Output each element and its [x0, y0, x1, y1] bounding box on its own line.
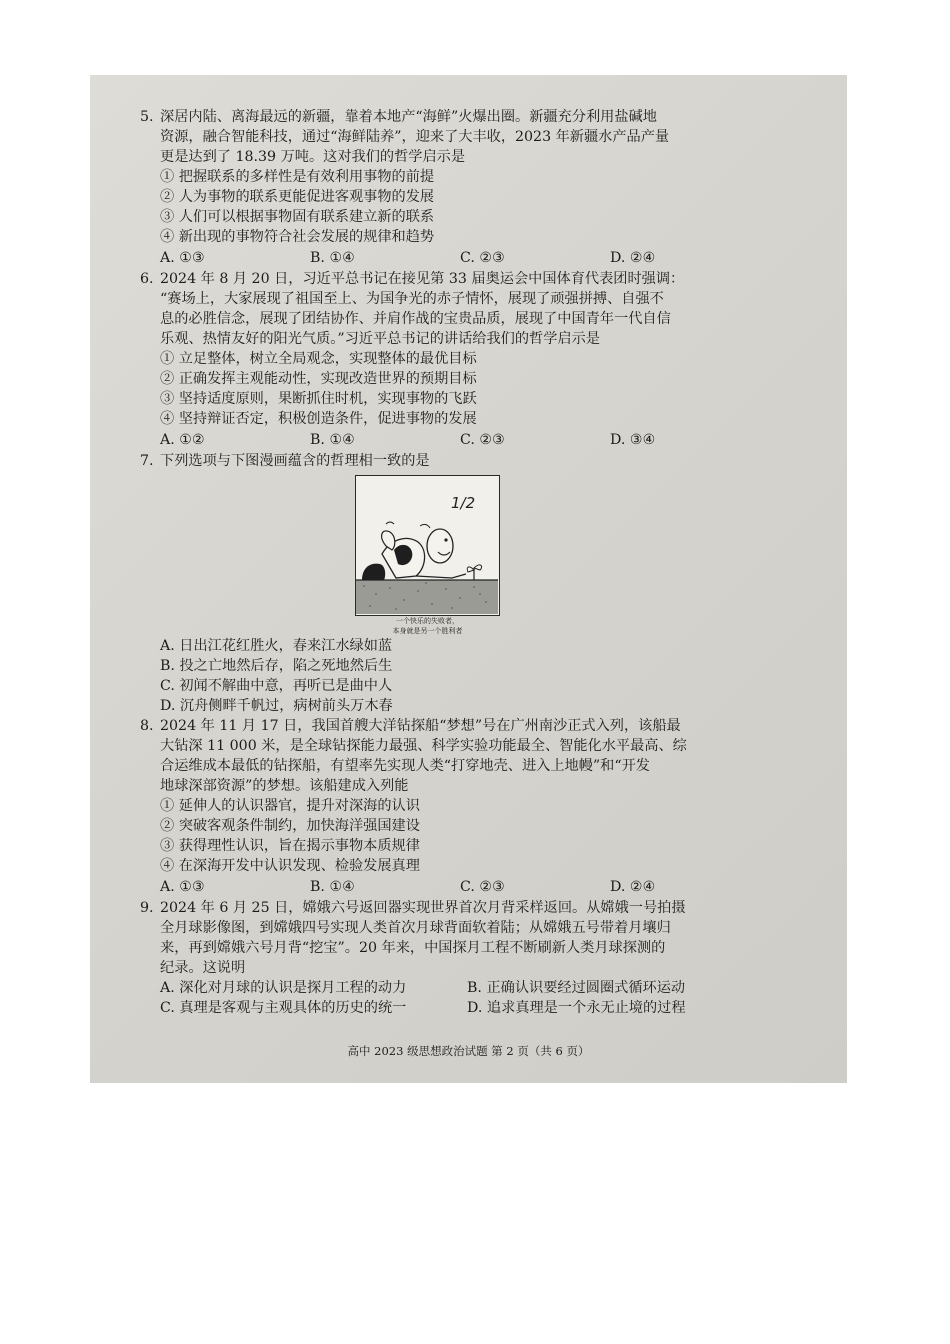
option-d: D. ②④ [610, 250, 656, 266]
question-number: 5. [140, 109, 154, 125]
question-stem-line: 更是达到了 18.39 万吨。这对我们的哲学启示是 [160, 149, 466, 165]
statement: ① 延伸人的认识器官，提升对深海的认识 [160, 798, 420, 814]
question-number: 6. [140, 271, 154, 287]
option-d: D. ②④ [610, 879, 656, 895]
option-c: C. 初闻不解曲中意，再听已是曲中人 [160, 678, 393, 694]
answer-options [160, 429, 760, 451]
statement: ③ 获得理性认识，旨在揭示事物本质规律 [160, 838, 420, 854]
comic-sign-text: 1/2 [451, 494, 476, 512]
option-c: C. ②③ [460, 879, 505, 895]
answer-options-row [160, 998, 760, 1018]
question-stem-line: 2024 年 6 月 25 日，嫦娥六号返回器实现世界首次月背采样返回。从嫦娥一号拍摄 [160, 900, 686, 916]
statement: ① 立足整体，树立全局观念，实现整体的最优目标 [160, 351, 477, 367]
caption-line: 一个快乐的失败者， [396, 617, 459, 625]
hair-shape [362, 564, 385, 580]
question-stem-line: 乐观、热情友好的阳光气质。”习近平总书记的讲话给我们的哲学启示是 [160, 331, 600, 347]
question-stem-line: 合运维成本最低的钻探船，有望率先实现人类“打穿地壳、进入上地幔”和“开发 [160, 758, 650, 774]
answer-options [160, 876, 760, 898]
statement: ② 正确发挥主观能动性，实现改造世界的预期目标 [160, 371, 477, 387]
question-stem-line: 大钻深 11 000 米，是全球钻探能力最强、科学实验功能最全、智能化水平最高、综 [160, 738, 687, 754]
caption-line: 本身就是另一个胜利者 [392, 627, 463, 635]
question-stem-line: 2024 年 8 月 20 日，习近平总书记在接见第 33 届奥运会中国体育代表团时强调： [160, 271, 685, 287]
option-d: D. 追求真理是一个永无止境的过程 [467, 1000, 686, 1016]
comic-caption [355, 616, 500, 636]
option-d: D. 沉舟侧畔千帆过，病树前头万木春 [160, 698, 393, 714]
answer-options [160, 247, 760, 269]
question-8 [140, 716, 760, 898]
question-stem-line: “赛场上，大家展现了祖国至上、为国争光的赤子情怀，展现了顽强拼搏、自强不 [160, 291, 664, 307]
head-shape [427, 529, 453, 563]
statement: ① 把握联系的多样性是有效利用事物的前提 [160, 169, 435, 185]
page-footer: 高中 2023 级思想政治试题 第 2 页（共 6 页） [347, 1044, 590, 1058]
statement: ② 突破客观条件制约，加快海洋强国建设 [160, 818, 420, 834]
question-stem-line: 深居内陆、离海最远的新疆，靠着本地产“海鲜”火爆出圈。新疆充分利用盐碱地 [160, 109, 657, 125]
question-6 [140, 269, 760, 451]
statement: ③ 坚持适度原则，果断抓住时机，实现事物的飞跃 [160, 391, 477, 407]
option-c: C. ②③ [460, 250, 505, 266]
option-a: A. ①③ [160, 879, 205, 895]
statement: ④ 新出现的事物符合社会发展的规律和趋势 [160, 229, 435, 245]
option-c: C. 真理是客观与主观具体的历史的统一 [160, 1000, 407, 1016]
option-b: B. 正确认识要经过圆圈式循环运动 [467, 980, 686, 996]
question-number: 9. [140, 900, 154, 916]
exam-page [90, 75, 847, 1083]
question-number: 8. [140, 718, 154, 734]
option-a: A. ①③ [160, 250, 205, 266]
comic-illustration [355, 475, 500, 616]
statement: ③ 人们可以根据事物固有联系建立新的联系 [160, 209, 435, 225]
question-stem-line: 下列选项与下图漫画蕴含的哲理相一致的是 [160, 453, 430, 469]
option-a: A. ①② [160, 432, 205, 448]
answer-options-row [160, 978, 760, 998]
question-number: 7. [140, 453, 154, 469]
exam-content [140, 107, 760, 1018]
option-b: B. ①④ [310, 250, 355, 266]
question-stem-line: 资源，融合智能科技，通过“海鲜陆养”，迎来了大丰收，2023 年新疆水产品产量 [160, 129, 670, 145]
statement: ④ 在深海开发中认识发现、检验发展真理 [160, 858, 420, 874]
option-b: B. 投之亡地然后存，陷之死地然后生 [160, 658, 393, 674]
question-stem-line: 2024 年 11 月 17 日，我国首艘大洋钻探船“梦想”号在广州南沙正式入列，该船最 [160, 718, 681, 734]
question-5 [140, 107, 760, 269]
question-stem-line: 纪录。这说明 [160, 960, 246, 976]
question-7 [140, 451, 760, 716]
question-9 [140, 898, 760, 1018]
question-stem-line: 来，再到嫦娥六号月背“挖宝”。20 年来，中国探月工程不断刷新人类月球探测的 [160, 940, 666, 956]
comic-drawing [356, 476, 498, 614]
option-a: A. 日出江花红胜火，春来江水绿如蓝 [160, 638, 393, 654]
statement: ② 人为事物的联系更能促进客观事物的发展 [160, 189, 435, 205]
option-b: B. ①④ [310, 879, 355, 895]
option-b: B. ①④ [310, 432, 355, 448]
option-d: D. ③④ [610, 432, 656, 448]
question-stem-line: 息的必胜信念，展现了团结协作、并肩作战的宝贵品质，展现了中国青年一代自信 [160, 311, 671, 327]
question-stem-line: 全月球影像图，到嫦娥四号实现人类首次月球背面软着陆；从嫦娥五号带着月壤归 [160, 920, 671, 936]
option-c: C. ②③ [460, 432, 505, 448]
option-a: A. 深化对月球的认识是探月工程的动力 [160, 980, 407, 996]
question-stem-line: 地球深部资源”的梦想。该船建成入列能 [160, 778, 409, 794]
statement: ④ 坚持辩证否定，积极创造条件，促进事物的发展 [160, 411, 477, 427]
